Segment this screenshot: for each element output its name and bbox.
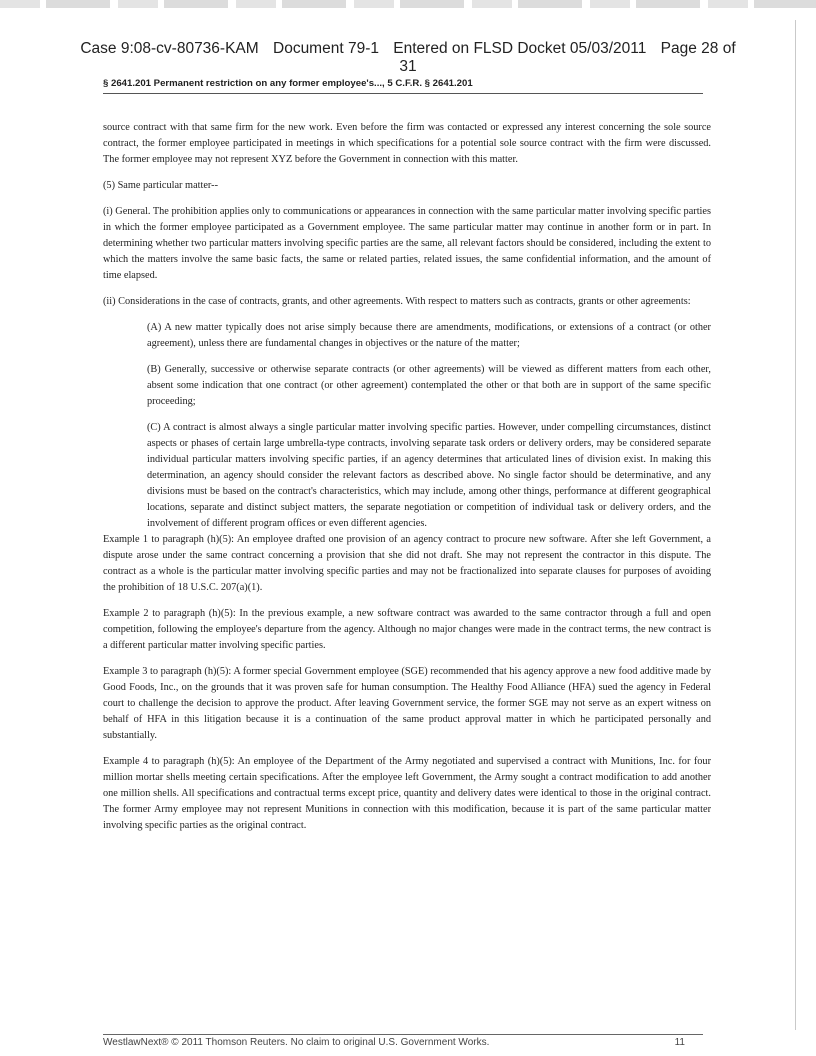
paragraph-example-3: Example 3 to paragraph (h)(5): A former special Government employee (SGE) recommended that his agency approve a new food additive made by Good Foods, Inc., on the grounds that it was proven safe for human consumption. The Healthy Food Alliance (HFA) sued the agency in Federal court to challenge the decision to approve the product. After leaving Government service, the former SGE may not serve as an expert witness on behalf of HFA in this litigation because it is a continuation of the same product approval matter in which he participated personally and substantially. [103,666,711,741]
page-total: 31 [399,58,417,75]
paragraph-example-4: Example 4 to paragraph (h)(5): An employee of the Department of the Army negotiated and supervised a contract with Munitions, Inc. for four million mortar shells meeting certain specifications. After the employee left Government, the Army sought a contract modification to add another one million shells. All specifications and contractual terms except price, quantity and delivery dates were identical to those in the original contract. The former Army employee may not represent Munitions in connection with this modification, because it is part of the same particular matter involving specific parties as the original contract. [103,756,711,831]
title-divider [103,93,703,94]
court-filing-header [0,40,816,76]
paragraph-example-2: Example 2 to paragraph (h)(5): In the previous example, a new software contract was awarded to the same contractor through a full and open competition, following the employee's departure from the agency. Although no major changes were made in the contract terms, the new contract is a different particular matter involving specific parties. [103,608,711,651]
case-number: Case 9:08-cv-80736-KAM [80,40,259,57]
paragraph-example-1: Example 1 to paragraph (h)(5): An employee drafted one provision of an agency contract to procure new software. After she left Government, a dispute arose under the same contract concerning a provision that she did not draft. She may not represent the contractor in this dispute. The contract as a whole is the particular matter involving specific parties and may not be fractionalized into separate clauses for purposes of avoiding the prohibition of 18 U.S.C. 207(a)(1). [103,534,711,593]
document-number: Document 79-1 [273,40,379,57]
paragraph-continuation: source contract with that same firm for the new work. Even before the firm was contacted or expressed any interest concerning the sole source contract, the former employee participated in meetings in which specifications for a potential sole source contract with the firm were discussed. The former employee may not represent XYZ before the Government in connection with this matter. [103,122,711,165]
paragraph-subitem-c: (C) A contract is almost always a single particular matter involving specific parties. However, under compelling circumstances, distinct aspects or phases of certain large umbrella-type contracts, involving separate task orders or delivery orders, may be considered separate individual particular matters involving specific parties, if an agency determines that articulated lines of division exist. In making this determination, an agency should consider the relevant factors as described above. No single factor should be determinative, and any divisions must be based on the contract's characteristics, which may include, among other things, performance at different geographical locations, separate and distinct subject matters, the separate negotiation or competition of individual task or delivery orders, and the involvement of different program offices or even different agencies. [147,422,711,529]
page-of: Page 28 of [660,40,736,57]
copyright-notice: WestlawNext® © 2011 Thomson Reuters. No claim to original U.S. Government Works. [103,1037,490,1048]
scan-edge-line [795,20,796,1030]
paragraph-same-particular-matter: (5) Same particular matter-- [103,180,219,191]
paragraph-subitem-b: (B) Generally, successive or otherwise separate contracts (or other agreements) will be viewed as different matters from each other, absent some indication that one contract (or other agreement) contemplated the other or that both are in support of the same specific proceeding; [147,364,711,407]
paragraph-general: (i) General. The prohibition applies only to communications or appearances in connection with the same particular matter involving specific parties in which the former employee participated as a Government employee. The same particular matter may continue in another form or in part. In determining whether two particular matters involving specific parties are the same, all relevant factors should be considered, including the extent to which the matters involve the same basic facts, the same or related parties, related issues, the same confidential information, and the amount of time elapsed. [103,206,711,281]
docket-entry: Entered on FLSD Docket 05/03/2011 [393,40,647,57]
footer-divider [103,1034,703,1035]
document-body [103,120,711,844]
document-title: § 2641.201 Permanent restriction on any former employee's..., 5 C.F.R. § 2641.201 [103,78,473,89]
scan-artifact-top [0,0,816,8]
paragraph-subitem-a: (A) A new matter typically does not arise simply because there are amendments, modifications, or extensions of a contract (or other agreement), unless there are fundamental changes in objectives or the nature of the matter; [147,322,711,349]
page-number: 11 [674,1037,685,1048]
page-footer [103,1037,703,1048]
paragraph-considerations: (ii) Considerations in the case of contracts, grants, and other agreements. With respect to matters such as contracts, grants or other agreements: [103,296,691,307]
